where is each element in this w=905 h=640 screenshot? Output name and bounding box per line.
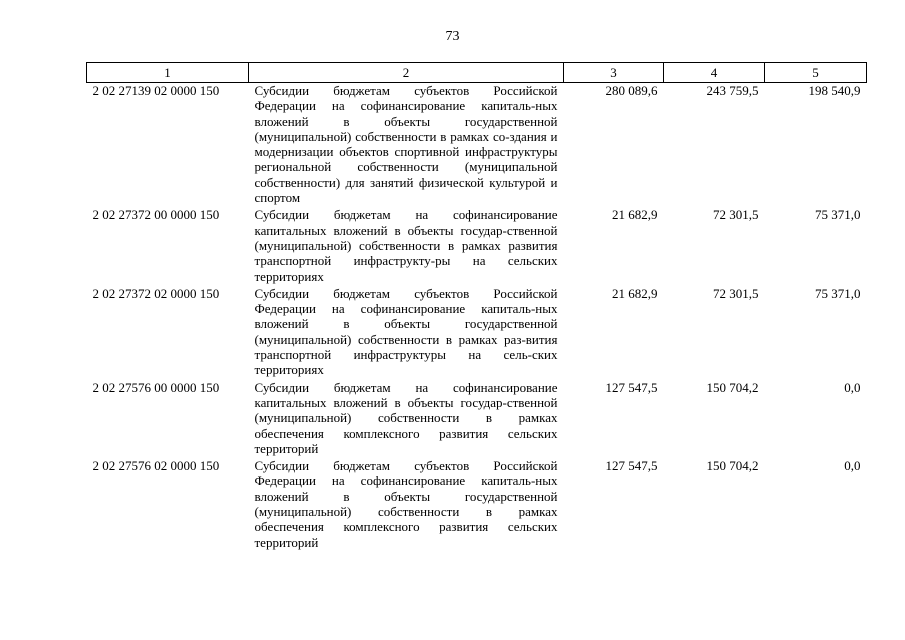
budget-table	[86, 62, 867, 552]
column-header-3: 3	[564, 63, 664, 83]
table-row	[87, 458, 867, 552]
column-header-2: 2	[249, 63, 564, 83]
amount-col4: 72 301,5	[713, 207, 759, 223]
amount-col5: 75 371,0	[815, 285, 861, 301]
amount-col5: 0,0	[844, 379, 861, 395]
amount-col5: 0,0	[844, 458, 861, 474]
column-header-1: 1	[87, 63, 249, 83]
revenue-description: Субсидии бюджетам на софинансирование капитальных вложений в объекты государ-ственной (муниципальной) собственности в рамках обеспечения комплексного развития сельских территорий	[254, 379, 558, 456]
amount-col4: 243 759,5	[706, 83, 759, 98]
amount-col3: 127 547,5	[605, 458, 658, 474]
revenue-description: Субсидии бюджетам субъектов Российской Федерации на софинансирование капиталь-ных вложений в объекты государственной (муниципальной) собственности в рамках обеспечения комплексного развития сельских территорий	[254, 458, 558, 550]
table-row	[87, 83, 867, 208]
column-header-5: 5	[765, 63, 867, 83]
amount-col4: 150 704,2	[706, 379, 759, 395]
table-header-row	[87, 63, 867, 83]
amount-col5: 198 540,9	[808, 83, 861, 98]
table-row	[87, 286, 867, 380]
amount-col3: 127 547,5	[605, 379, 658, 395]
table-row	[87, 207, 867, 285]
budget-code: 2 02 27139 02 0000 150	[92, 83, 220, 98]
amount-col3: 21 682,9	[612, 207, 658, 223]
amount-col3: 280 089,6	[605, 83, 658, 98]
budget-code: 2 02 27372 00 0000 150	[92, 207, 220, 223]
budget-code: 2 02 27372 02 0000 150	[92, 285, 220, 301]
revenue-description: Субсидии бюджетам на софинансирование капитальных вложений в объекты государ-ственной (муниципальной) собственности в рамках развития транспортной инфраструкту-ры на сельских территориях	[254, 207, 558, 284]
column-header-4: 4	[664, 63, 765, 83]
amount-col3: 21 682,9	[612, 285, 658, 301]
budget-code: 2 02 27576 02 0000 150	[92, 458, 220, 474]
amount-col5: 75 371,0	[815, 207, 861, 223]
amount-col4: 150 704,2	[706, 458, 759, 474]
table-row	[87, 380, 867, 458]
page-number: 73	[445, 29, 460, 44]
revenue-description: Субсидии бюджетам субъектов Российской Федерации на софинансирование капиталь-ных вложений в объекты государственной (муниципальной) собственности в рамках раз-вития транспортной инфраструктуры на сель-ских территориях	[254, 285, 558, 378]
revenue-description: Субсидии бюджетам субъектов Российской Федерации на софинансирование капиталь-ных вложений в объекты государственной (муниципальной) собственности в рамках со-здания и модернизации объектов спортивной инфраструктуры региональной собственности (муниципальной собственности) для занятий физической культурой и спортом	[254, 83, 558, 206]
budget-code: 2 02 27576 00 0000 150	[92, 379, 220, 395]
amount-col4: 72 301,5	[713, 285, 759, 301]
